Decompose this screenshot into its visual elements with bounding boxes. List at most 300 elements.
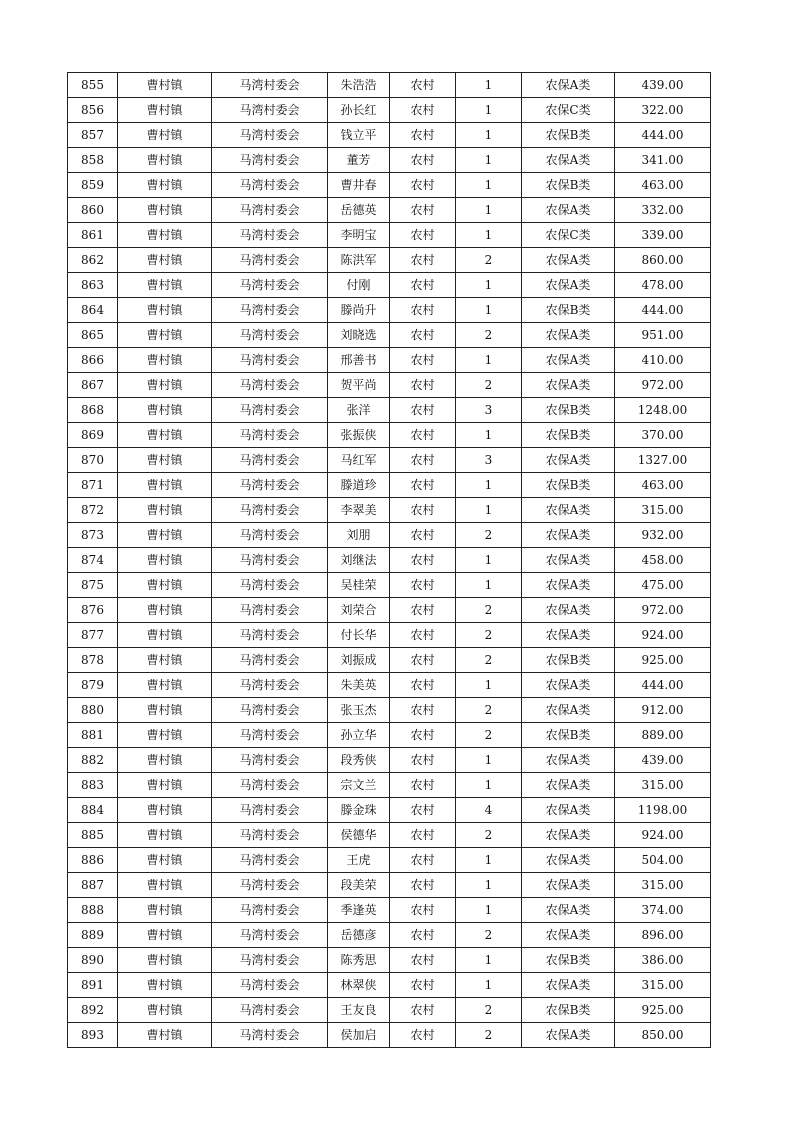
- table-row: [68, 873, 711, 898]
- name-cell: 付刚: [328, 273, 390, 298]
- area-type-cell: 农村: [390, 173, 456, 198]
- row-number-cell: 892: [68, 998, 118, 1023]
- insurance-category-cell: 农保C类: [522, 223, 615, 248]
- amount-cell: 370.00: [615, 423, 711, 448]
- amount-cell: 315.00: [615, 498, 711, 523]
- name-cell: 段美荣: [328, 873, 390, 898]
- row-number-cell: 881: [68, 723, 118, 748]
- table-row: [68, 948, 711, 973]
- name-cell: 张洋: [328, 398, 390, 423]
- household-count-cell: 1: [456, 748, 522, 773]
- amount-cell: 932.00: [615, 523, 711, 548]
- insurance-category-cell: 农保A类: [522, 623, 615, 648]
- insurance-category-cell: 农保A类: [522, 1023, 615, 1048]
- row-number-cell: 864: [68, 298, 118, 323]
- row-number-cell: 872: [68, 498, 118, 523]
- amount-cell: 850.00: [615, 1023, 711, 1048]
- table-row: [68, 373, 711, 398]
- village-committee-cell: 马湾村委会: [212, 223, 328, 248]
- table-row: [68, 323, 711, 348]
- amount-cell: 972.00: [615, 598, 711, 623]
- row-number-cell: 865: [68, 323, 118, 348]
- table-row: [68, 123, 711, 148]
- name-cell: 孙立华: [328, 723, 390, 748]
- area-type-cell: 农村: [390, 123, 456, 148]
- household-count-cell: 1: [456, 673, 522, 698]
- town-cell: 曹村镇: [118, 723, 212, 748]
- row-number-cell: 885: [68, 823, 118, 848]
- town-cell: 曹村镇: [118, 323, 212, 348]
- household-count-cell: 1: [456, 273, 522, 298]
- village-committee-cell: 马湾村委会: [212, 1023, 328, 1048]
- insurance-category-cell: 农保B类: [522, 123, 615, 148]
- village-committee-cell: 马湾村委会: [212, 748, 328, 773]
- household-count-cell: 1: [456, 573, 522, 598]
- table-row: [68, 173, 711, 198]
- table-container: [67, 72, 710, 1048]
- table-row: [68, 423, 711, 448]
- household-count-cell: 1: [456, 223, 522, 248]
- table-row: [68, 523, 711, 548]
- village-committee-cell: 马湾村委会: [212, 723, 328, 748]
- table-row: [68, 248, 711, 273]
- area-type-cell: 农村: [390, 748, 456, 773]
- village-committee-cell: 马湾村委会: [212, 373, 328, 398]
- village-committee-cell: 马湾村委会: [212, 923, 328, 948]
- name-cell: 钱立平: [328, 123, 390, 148]
- name-cell: 刘晓选: [328, 323, 390, 348]
- amount-cell: 1327.00: [615, 448, 711, 473]
- insurance-category-cell: 农保A类: [522, 748, 615, 773]
- table-row: [68, 623, 711, 648]
- area-type-cell: 农村: [390, 423, 456, 448]
- row-number-cell: 874: [68, 548, 118, 573]
- amount-cell: 439.00: [615, 748, 711, 773]
- name-cell: 陈洪军: [328, 248, 390, 273]
- area-type-cell: 农村: [390, 823, 456, 848]
- area-type-cell: 农村: [390, 573, 456, 598]
- town-cell: 曹村镇: [118, 348, 212, 373]
- area-type-cell: 农村: [390, 498, 456, 523]
- insurance-category-cell: 农保A类: [522, 873, 615, 898]
- area-type-cell: 农村: [390, 798, 456, 823]
- town-cell: 曹村镇: [118, 848, 212, 873]
- amount-cell: 439.00: [615, 73, 711, 98]
- village-committee-cell: 马湾村委会: [212, 148, 328, 173]
- village-committee-cell: 马湾村委会: [212, 798, 328, 823]
- table-row: [68, 923, 711, 948]
- town-cell: 曹村镇: [118, 523, 212, 548]
- row-number-cell: 882: [68, 748, 118, 773]
- town-cell: 曹村镇: [118, 898, 212, 923]
- village-committee-cell: 马湾村委会: [212, 298, 328, 323]
- amount-cell: 463.00: [615, 473, 711, 498]
- town-cell: 曹村镇: [118, 748, 212, 773]
- town-cell: 曹村镇: [118, 373, 212, 398]
- village-committee-cell: 马湾村委会: [212, 823, 328, 848]
- area-type-cell: 农村: [390, 248, 456, 273]
- row-number-cell: 871: [68, 473, 118, 498]
- household-count-cell: 1: [456, 73, 522, 98]
- village-committee-cell: 马湾村委会: [212, 648, 328, 673]
- amount-cell: 924.00: [615, 823, 711, 848]
- town-cell: 曹村镇: [118, 548, 212, 573]
- town-cell: 曹村镇: [118, 673, 212, 698]
- town-cell: 曹村镇: [118, 198, 212, 223]
- area-type-cell: 农村: [390, 648, 456, 673]
- amount-cell: 374.00: [615, 898, 711, 923]
- insurance-category-cell: 农保A类: [522, 673, 615, 698]
- insurance-category-cell: 农保A类: [522, 498, 615, 523]
- name-cell: 刘继法: [328, 548, 390, 573]
- name-cell: 王友良: [328, 998, 390, 1023]
- name-cell: 付长华: [328, 623, 390, 648]
- table-row: [68, 498, 711, 523]
- town-cell: 曹村镇: [118, 298, 212, 323]
- village-committee-cell: 马湾村委会: [212, 873, 328, 898]
- row-number-cell: 867: [68, 373, 118, 398]
- area-type-cell: 农村: [390, 773, 456, 798]
- village-committee-cell: 马湾村委会: [212, 848, 328, 873]
- household-count-cell: 1: [456, 198, 522, 223]
- area-type-cell: 农村: [390, 673, 456, 698]
- town-cell: 曹村镇: [118, 98, 212, 123]
- insurance-category-cell: 农保B类: [522, 948, 615, 973]
- town-cell: 曹村镇: [118, 473, 212, 498]
- name-cell: 季逢英: [328, 898, 390, 923]
- table-row: [68, 273, 711, 298]
- insurance-category-cell: 农保B类: [522, 648, 615, 673]
- insurance-category-cell: 农保A类: [522, 973, 615, 998]
- amount-cell: 889.00: [615, 723, 711, 748]
- insurance-category-cell: 农保B类: [522, 398, 615, 423]
- name-cell: 张玉杰: [328, 698, 390, 723]
- insurance-category-cell: 农保A类: [522, 548, 615, 573]
- village-committee-cell: 马湾村委会: [212, 898, 328, 923]
- household-count-cell: 2: [456, 1023, 522, 1048]
- amount-cell: 925.00: [615, 998, 711, 1023]
- area-type-cell: 农村: [390, 448, 456, 473]
- row-number-cell: 858: [68, 148, 118, 173]
- row-number-cell: 884: [68, 798, 118, 823]
- row-number-cell: 866: [68, 348, 118, 373]
- name-cell: 贺平尚: [328, 373, 390, 398]
- area-type-cell: 农村: [390, 223, 456, 248]
- household-count-cell: 1: [456, 548, 522, 573]
- area-type-cell: 农村: [390, 623, 456, 648]
- town-cell: 曹村镇: [118, 798, 212, 823]
- area-type-cell: 农村: [390, 848, 456, 873]
- name-cell: 岳德英: [328, 198, 390, 223]
- insurance-category-cell: 农保A类: [522, 523, 615, 548]
- amount-cell: 478.00: [615, 273, 711, 298]
- town-cell: 曹村镇: [118, 648, 212, 673]
- amount-cell: 339.00: [615, 223, 711, 248]
- town-cell: 曹村镇: [118, 423, 212, 448]
- household-count-cell: 2: [456, 523, 522, 548]
- amount-cell: 1198.00: [615, 798, 711, 823]
- insurance-category-cell: 农保A类: [522, 273, 615, 298]
- name-cell: 滕尚升: [328, 298, 390, 323]
- amount-cell: 332.00: [615, 198, 711, 223]
- row-number-cell: 888: [68, 898, 118, 923]
- table-row: [68, 773, 711, 798]
- household-count-cell: 1: [456, 848, 522, 873]
- household-count-cell: 1: [456, 148, 522, 173]
- village-committee-cell: 马湾村委会: [212, 673, 328, 698]
- village-committee-cell: 马湾村委会: [212, 323, 328, 348]
- town-cell: 曹村镇: [118, 948, 212, 973]
- village-committee-cell: 马湾村委会: [212, 598, 328, 623]
- household-count-cell: 1: [456, 98, 522, 123]
- household-count-cell: 2: [456, 623, 522, 648]
- table-row: [68, 573, 711, 598]
- area-type-cell: 农村: [390, 598, 456, 623]
- row-number-cell: 889: [68, 923, 118, 948]
- town-cell: 曹村镇: [118, 73, 212, 98]
- area-type-cell: 农村: [390, 298, 456, 323]
- name-cell: 滕金珠: [328, 798, 390, 823]
- village-committee-cell: 马湾村委会: [212, 448, 328, 473]
- row-number-cell: 880: [68, 698, 118, 723]
- table-row: [68, 398, 711, 423]
- village-committee-cell: 马湾村委会: [212, 998, 328, 1023]
- name-cell: 宗文兰: [328, 773, 390, 798]
- area-type-cell: 农村: [390, 898, 456, 923]
- town-cell: 曹村镇: [118, 823, 212, 848]
- row-number-cell: 878: [68, 648, 118, 673]
- village-committee-cell: 马湾村委会: [212, 273, 328, 298]
- insurance-category-cell: 农保A类: [522, 573, 615, 598]
- insurance-category-cell: 农保A类: [522, 248, 615, 273]
- town-cell: 曹村镇: [118, 873, 212, 898]
- row-number-cell: 857: [68, 123, 118, 148]
- area-type-cell: 农村: [390, 873, 456, 898]
- row-number-cell: 863: [68, 273, 118, 298]
- table-row: [68, 598, 711, 623]
- name-cell: 曹井春: [328, 173, 390, 198]
- table-row: [68, 473, 711, 498]
- amount-cell: 951.00: [615, 323, 711, 348]
- village-committee-cell: 马湾村委会: [212, 248, 328, 273]
- town-cell: 曹村镇: [118, 698, 212, 723]
- household-count-cell: 3: [456, 448, 522, 473]
- amount-cell: 896.00: [615, 923, 711, 948]
- household-count-cell: 1: [456, 973, 522, 998]
- name-cell: 陈秀思: [328, 948, 390, 973]
- row-number-cell: 890: [68, 948, 118, 973]
- household-count-cell: 2: [456, 923, 522, 948]
- area-type-cell: 农村: [390, 998, 456, 1023]
- insurance-category-cell: 农保B类: [522, 473, 615, 498]
- insurance-category-cell: 农保A类: [522, 848, 615, 873]
- town-cell: 曹村镇: [118, 223, 212, 248]
- household-count-cell: 1: [456, 873, 522, 898]
- row-number-cell: 873: [68, 523, 118, 548]
- row-number-cell: 868: [68, 398, 118, 423]
- name-cell: 滕道珍: [328, 473, 390, 498]
- table-row: [68, 223, 711, 248]
- town-cell: 曹村镇: [118, 573, 212, 598]
- household-count-cell: 2: [456, 373, 522, 398]
- village-committee-cell: 马湾村委会: [212, 948, 328, 973]
- area-type-cell: 农村: [390, 698, 456, 723]
- table-row: [68, 698, 711, 723]
- name-cell: 岳德彦: [328, 923, 390, 948]
- household-count-cell: 1: [456, 948, 522, 973]
- amount-cell: 860.00: [615, 248, 711, 273]
- village-committee-cell: 马湾村委会: [212, 623, 328, 648]
- area-type-cell: 农村: [390, 323, 456, 348]
- town-cell: 曹村镇: [118, 923, 212, 948]
- town-cell: 曹村镇: [118, 448, 212, 473]
- town-cell: 曹村镇: [118, 248, 212, 273]
- household-count-cell: 4: [456, 798, 522, 823]
- name-cell: 李明宝: [328, 223, 390, 248]
- town-cell: 曹村镇: [118, 973, 212, 998]
- village-committee-cell: 马湾村委会: [212, 573, 328, 598]
- table-row: [68, 823, 711, 848]
- household-count-cell: 1: [456, 173, 522, 198]
- table-row: [68, 198, 711, 223]
- table-row: [68, 148, 711, 173]
- table-row: [68, 723, 711, 748]
- amount-cell: 386.00: [615, 948, 711, 973]
- town-cell: 曹村镇: [118, 1023, 212, 1048]
- household-count-cell: 1: [456, 473, 522, 498]
- row-number-cell: 875: [68, 573, 118, 598]
- area-type-cell: 农村: [390, 948, 456, 973]
- household-count-cell: 1: [456, 298, 522, 323]
- insurance-category-cell: 农保A类: [522, 798, 615, 823]
- village-committee-cell: 马湾村委会: [212, 98, 328, 123]
- town-cell: 曹村镇: [118, 173, 212, 198]
- town-cell: 曹村镇: [118, 498, 212, 523]
- name-cell: 王虎: [328, 848, 390, 873]
- household-count-cell: 2: [456, 998, 522, 1023]
- village-committee-cell: 马湾村委会: [212, 423, 328, 448]
- insurance-category-cell: 农保B类: [522, 298, 615, 323]
- row-number-cell: 859: [68, 173, 118, 198]
- household-count-cell: 1: [456, 348, 522, 373]
- row-number-cell: 876: [68, 598, 118, 623]
- table-row: [68, 648, 711, 673]
- household-count-cell: 2: [456, 648, 522, 673]
- row-number-cell: 877: [68, 623, 118, 648]
- town-cell: 曹村镇: [118, 623, 212, 648]
- name-cell: 侯加启: [328, 1023, 390, 1048]
- table-row: [68, 798, 711, 823]
- table-row: [68, 98, 711, 123]
- name-cell: 林翠侠: [328, 973, 390, 998]
- table-row: [68, 848, 711, 873]
- amount-cell: 444.00: [615, 123, 711, 148]
- household-count-cell: 1: [456, 898, 522, 923]
- amount-cell: 504.00: [615, 848, 711, 873]
- insurance-category-cell: 农保A类: [522, 773, 615, 798]
- table-row: [68, 548, 711, 573]
- name-cell: 朱美英: [328, 673, 390, 698]
- name-cell: 吴桂荣: [328, 573, 390, 598]
- village-committee-cell: 马湾村委会: [212, 473, 328, 498]
- row-number-cell: 856: [68, 98, 118, 123]
- name-cell: 马红军: [328, 448, 390, 473]
- area-type-cell: 农村: [390, 73, 456, 98]
- household-count-cell: 2: [456, 248, 522, 273]
- insurance-category-cell: 农保C类: [522, 98, 615, 123]
- area-type-cell: 农村: [390, 473, 456, 498]
- name-cell: 侯德华: [328, 823, 390, 848]
- name-cell: 刘荣合: [328, 598, 390, 623]
- insurance-category-cell: 农保A类: [522, 448, 615, 473]
- insurance-category-cell: 农保A类: [522, 148, 615, 173]
- area-type-cell: 农村: [390, 98, 456, 123]
- table-row: [68, 973, 711, 998]
- insurance-category-cell: 农保A类: [522, 698, 615, 723]
- table-row: [68, 348, 711, 373]
- name-cell: 李翠美: [328, 498, 390, 523]
- name-cell: 孙长红: [328, 98, 390, 123]
- town-cell: 曹村镇: [118, 398, 212, 423]
- table-row: [68, 448, 711, 473]
- table-body: [68, 73, 711, 1048]
- insurance-category-cell: 农保A类: [522, 923, 615, 948]
- household-count-cell: 2: [456, 823, 522, 848]
- household-count-cell: 1: [456, 773, 522, 798]
- insurance-category-cell: 农保A类: [522, 323, 615, 348]
- household-count-cell: 1: [456, 423, 522, 448]
- row-number-cell: 891: [68, 973, 118, 998]
- table-row: [68, 673, 711, 698]
- table-row: [68, 298, 711, 323]
- household-count-cell: 2: [456, 698, 522, 723]
- row-number-cell: 887: [68, 873, 118, 898]
- area-type-cell: 农村: [390, 198, 456, 223]
- data-table: [67, 72, 711, 1048]
- area-type-cell: 农村: [390, 273, 456, 298]
- household-count-cell: 1: [456, 123, 522, 148]
- insurance-category-cell: 农保A类: [522, 823, 615, 848]
- amount-cell: 444.00: [615, 298, 711, 323]
- area-type-cell: 农村: [390, 548, 456, 573]
- amount-cell: 463.00: [615, 173, 711, 198]
- table-row: [68, 748, 711, 773]
- row-number-cell: 861: [68, 223, 118, 248]
- town-cell: 曹村镇: [118, 773, 212, 798]
- row-number-cell: 855: [68, 73, 118, 98]
- area-type-cell: 农村: [390, 148, 456, 173]
- row-number-cell: 883: [68, 773, 118, 798]
- village-committee-cell: 马湾村委会: [212, 73, 328, 98]
- row-number-cell: 886: [68, 848, 118, 873]
- household-count-cell: 2: [456, 723, 522, 748]
- amount-cell: 924.00: [615, 623, 711, 648]
- village-committee-cell: 马湾村委会: [212, 498, 328, 523]
- row-number-cell: 869: [68, 423, 118, 448]
- amount-cell: 475.00: [615, 573, 711, 598]
- village-committee-cell: 马湾村委会: [212, 348, 328, 373]
- town-cell: 曹村镇: [118, 273, 212, 298]
- town-cell: 曹村镇: [118, 598, 212, 623]
- row-number-cell: 870: [68, 448, 118, 473]
- insurance-category-cell: 农保A类: [522, 598, 615, 623]
- row-number-cell: 860: [68, 198, 118, 223]
- row-number-cell: 862: [68, 248, 118, 273]
- insurance-category-cell: 农保A类: [522, 73, 615, 98]
- table-row: [68, 73, 711, 98]
- town-cell: 曹村镇: [118, 998, 212, 1023]
- amount-cell: 972.00: [615, 373, 711, 398]
